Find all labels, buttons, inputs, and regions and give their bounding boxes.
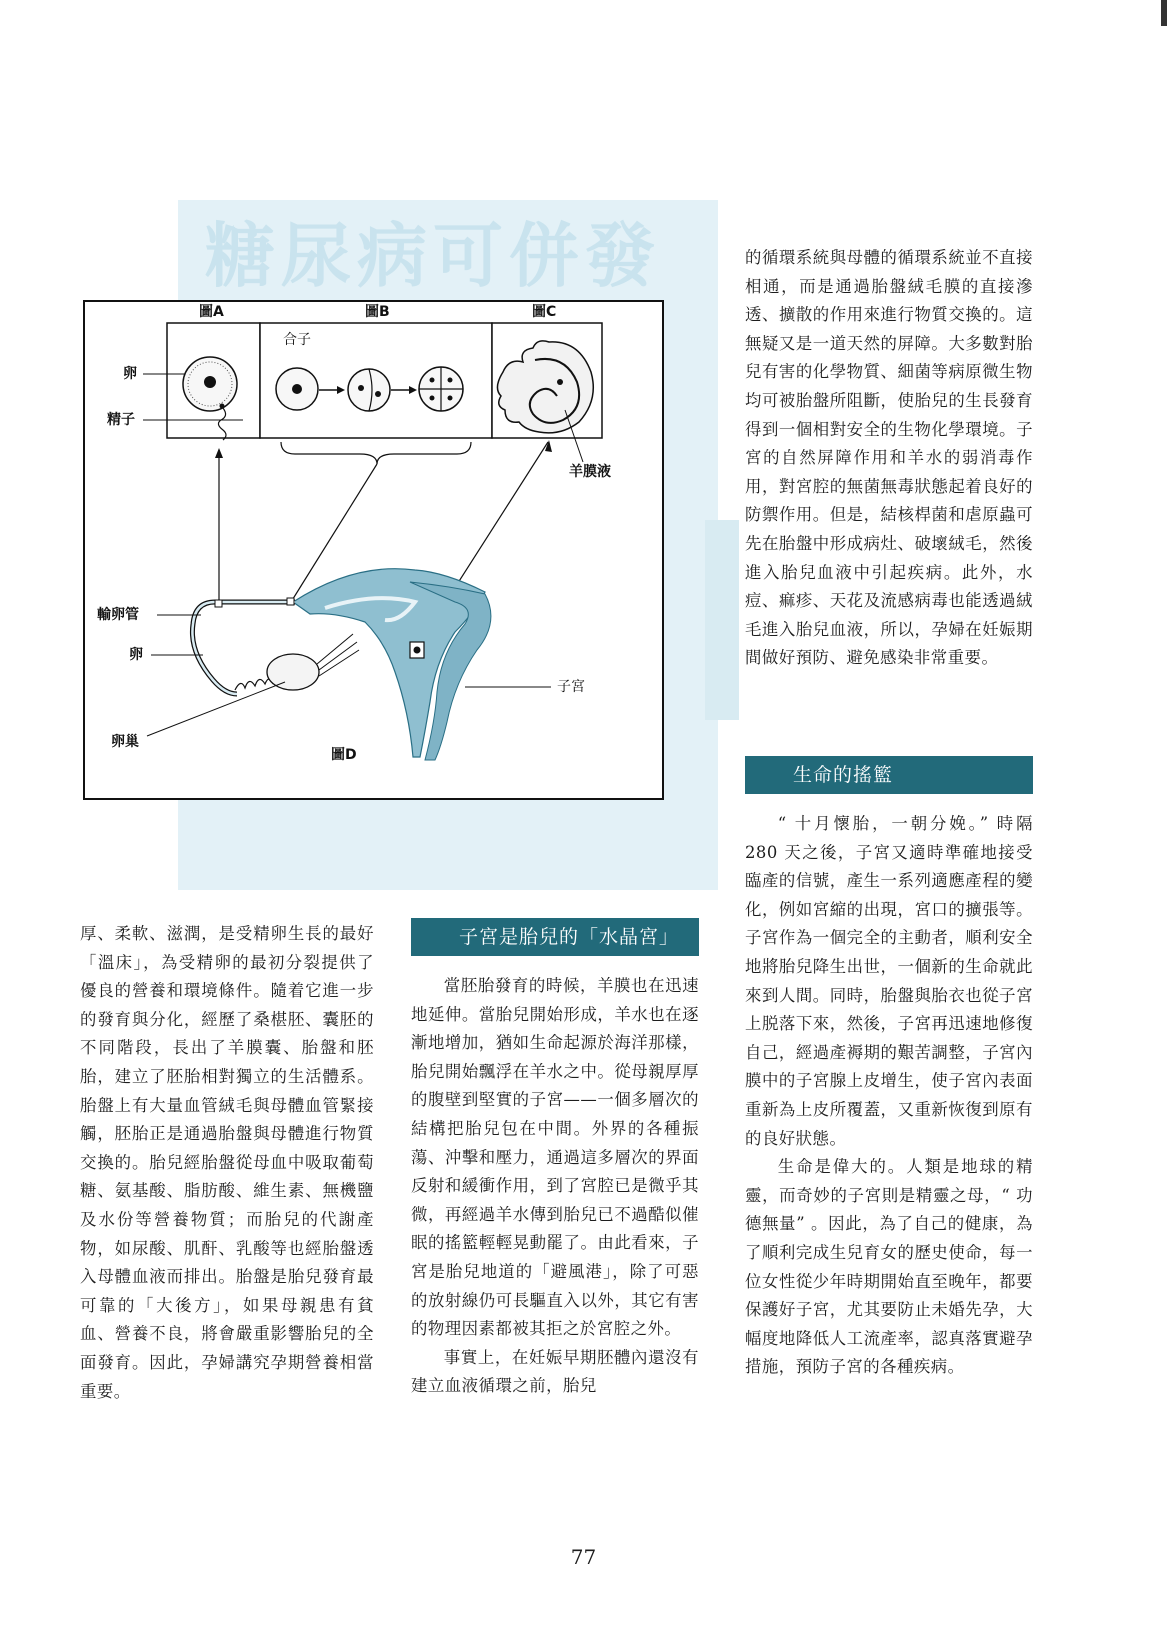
article-column-left <box>80 920 374 1406</box>
egg-d-label: 卵 <box>129 647 143 663</box>
panel-c-title: 圖C <box>532 304 557 320</box>
ovarian-ligament-drawing <box>317 634 359 676</box>
panel-a-title: 圖A <box>199 304 224 320</box>
uterus-drawing <box>293 569 491 763</box>
fimbriae-drawing <box>235 679 273 690</box>
article-column-middle <box>411 972 699 1401</box>
two-cell-stage-icon <box>348 369 390 411</box>
amniotic-fluid-label: 羊膜液 <box>569 464 611 480</box>
paragraph: 當胚胎發育的時候，羊膜也在迅速地延伸。當胎兒開始形成，羊水也在逐漸地增加，猶如生命起源於海洋那樣，胎兒開始飄浮在羊水之中。從母親厚厚的腹壁到堅實的子宮——一個多層次的結構把胎兒包在中間。外界的各種振蕩、沖擊和壓力，通過這多層次的界面反射和緩衝作用，到了宮腔已是微乎其微，再經過羊水傳到胎兒已不過酷似催眠的搖籃輕輕晃動罷了。由此看來，子宮是胎兒地道的「避風港」，除了可惡的放射線仍可長驅直入以外，其它有害的物理因素都被其拒之於宮腔之外。 <box>411 976 699 1339</box>
page-number: 77 <box>570 1545 597 1569</box>
zygote-cell-icon <box>276 368 318 410</box>
leader-line-ovary <box>147 682 285 736</box>
fallopian-tube-label: 輸卵管 <box>97 607 139 623</box>
diagram-drawing <box>85 302 662 798</box>
egg-icon <box>183 357 237 411</box>
paragraph: “ 十月懷胎，一朝分娩。” 時隔 280 天之後，子宮又適時準確地接受臨產的信號，產生一系列適應產程的變化，例如宮縮的出現，宮口的擴張等。子宮作為一個完全的主動者，順利安全地將胎兒降生出世，一個新的生命就此來到人間。同時，胎盤與胎衣也從子宮上脱落下來，然後，子宮再迅速地修復自己，經過產褥期的艱苦調整，子宮內膜中的子宮腺上皮增生，使子宮內表面重新為上皮所覆蓋，又重新恢復到原有的良好狀態。 <box>745 814 1033 1148</box>
egg-label: 卵 <box>123 366 137 382</box>
reproduction-diagram <box>83 300 664 800</box>
paragraph: 事實上，在妊娠早期胚體內還沒有建立血液循環之前，胎兒 <box>411 1347 699 1396</box>
article-column-right-top <box>745 244 1033 673</box>
article-column-right-bottom <box>745 810 1033 1382</box>
sperm-label: 精子 <box>107 412 135 428</box>
paragraph: 的循環系統與母體的循環系統並不直接相通，而是通過胎盤絨毛膜的直接滲透、擴散的作用來進行物質交換的。這無疑又是一道天然的屏障。大多數對胎兒有害的化學物質、細菌等病原微生物均可被胎盤所阻斷，使胎兒的生長發育得到一個相對安全的生物化學環境。子宮的自然屏障作用和羊水的弱消毒作用，對宮腔的無菌無毒狀態起着良好的防禦作用。但是，結核桿菌和虐原蟲可先在胎盤中形成病灶、破壞絨毛，然後進入胎兒血液中引起疾病。此外，水痘、痲疹、天花及流感病毒也能透過絨毛進入胎兒血液，所以，孕婦在妊娠期間做好預防、避免感染非常重要。 <box>745 248 1033 668</box>
fertilization-marker <box>215 600 222 607</box>
faded-background-title: 糖尿病可併發 <box>205 215 661 297</box>
bracket-line <box>281 442 471 464</box>
section-heading-crystal-palace: 子宮是胎兒的「水晶宮」 <box>411 918 699 956</box>
page-edge-mark <box>1161 0 1167 26</box>
paragraph: 厚、柔軟、滋潤，是受精卵生長的最好「溫床」，為受精卵的最初分裂提供了優良的營養和環境條件。隨着它進一步的發育與分化，經歷了桑椹胚、囊胚的不同階段，長出了羊膜囊、胎盤和胚胎，建立了胚胎相對獨立的生活體系。胎盤上有大量血管絨毛與母體血管緊接觸，胚胎正是通過胎盤與母體進行物質交換的。胎兒經胎盤從母血中吸取葡萄糖、氨基酸、脂肪酸、維生素、無機鹽及水份等營養物質；而胎兒的代謝產物，如尿酸、肌酐、乳酸等也經胎盤透入母體血液而排出。胎盤是胎兒發育最可靠的「大後方」，如果母親患有貧血、營養不良，將會嚴重影響胎兒的全面發育。因此，孕婦講究孕期營養相當重要。 <box>80 924 374 1401</box>
paragraph: 生命是偉大的。人類是地球的精靈，而奇妙的子宮則是精靈之母，“ 功德無量” 。因此，為了自己的健康，為了順利完成生兒育女的歷史使命，每一位女性從少年時期開始直至晚年，都要保護好子宮，尤其要防止未婚先孕，大幅度地降低人工流產率，認真落實避孕措施，預防子宮的各種疾病。 <box>745 1157 1033 1377</box>
zygote-label: 合子 <box>283 332 311 348</box>
four-cell-stage-icon <box>419 367 463 411</box>
background-tint-stripe <box>705 520 739 720</box>
panel-b-title: 圖B <box>365 304 390 320</box>
section-heading-cradle-of-life: 生命的搖籃 <box>745 756 1033 794</box>
panel-d-title: 圖D <box>331 747 357 763</box>
zygote-marker <box>287 598 294 605</box>
ovary-label: 卵巢 <box>111 734 139 750</box>
ovary-icon <box>267 654 319 690</box>
uterus-label: 子宮 <box>557 679 585 695</box>
